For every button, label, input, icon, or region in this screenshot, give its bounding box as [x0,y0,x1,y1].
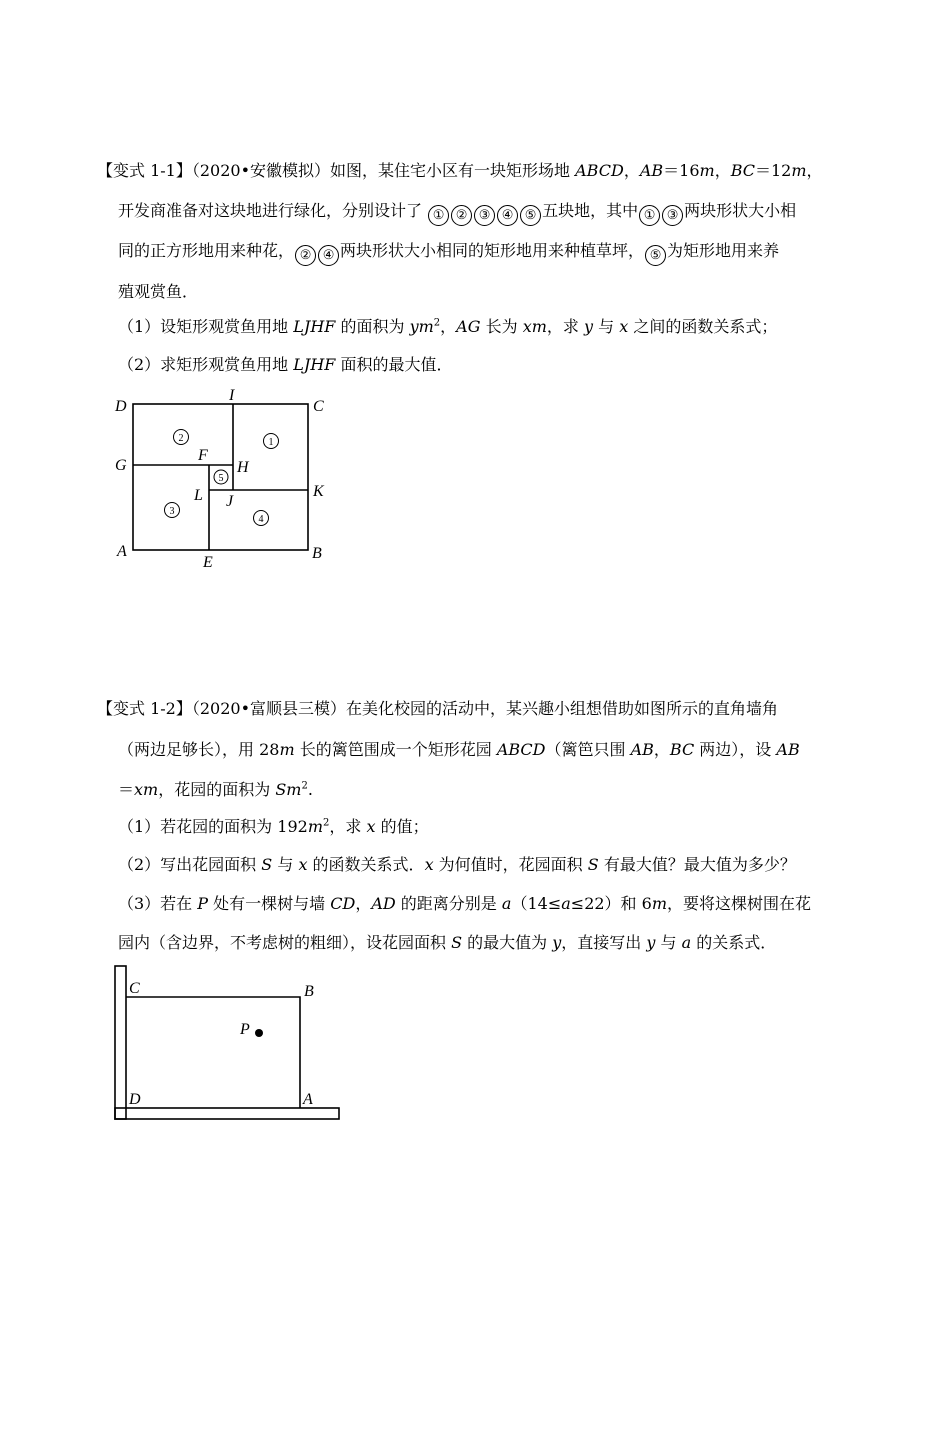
var-cd: CD [330,894,356,913]
p1-line-1 [97,160,823,182]
p2-text: 长的篱笆围成一个矩形花园 [294,740,497,759]
var-x: x [298,855,308,874]
circle-5: ⑤ [645,245,666,266]
var-a: a [681,933,692,952]
q-text: ， [440,317,457,336]
circle-2: ② [295,245,316,266]
q-text: 与 [655,933,682,952]
label-A: A [117,543,127,560]
sep: ， [806,161,823,180]
p2-question-1 [118,816,429,838]
p1-text: 两块形状大小相 [684,201,797,220]
var-a: a [561,894,571,913]
circle-1: ① [639,205,660,226]
p2-label: 【变式 1-2】 [97,699,192,718]
var-abcd: ABCD [496,740,546,759]
var-s: S [261,855,273,874]
q-text: （2）写出花园面积 [118,855,262,874]
sep: ， [653,740,670,759]
fence-abcd [126,997,300,1108]
unit-m: m [279,740,295,759]
q-text: 之间的函数关系式； [628,317,778,336]
exponent: 2 [322,817,330,829]
p1-text: 五块地，其中 [542,201,639,220]
label-L: L [194,487,203,504]
var-ljhf: LJHF [293,317,336,336]
p2-question-2 [118,854,796,876]
p2-text: 两边），设 [694,740,777,759]
q-text: 的面积为 [335,317,410,336]
q-text: 的最大值为 [462,933,553,952]
vertical-wall [115,966,126,1119]
p1-text: 两块形状大小相同的矩形地用来种植草坪， [340,241,645,260]
p2-question-3 [118,893,811,915]
unit-m: m [699,161,715,180]
p2-question-3-cont [118,932,776,954]
region-1-label: 1 [268,437,274,448]
p1-question-2 [118,354,452,376]
q-text: 有最大值？最大值为多少？ [598,855,796,874]
p2-source: （2020•富顺县三模） [191,699,347,718]
circle-1: ① [428,205,449,226]
q-text: 长为 [480,317,523,336]
var-x: x [366,817,376,836]
q-text: 的函数关系式． [307,855,425,874]
figure-1-rectangle-plot [108,384,338,574]
q-text: 的值； [375,817,429,836]
label-J: J [226,493,234,510]
p1-text: 同的正方形地用来种花， [118,241,295,260]
unit-m: m [307,817,323,836]
p2-text: （篱笆只围 [545,740,631,759]
label-F: F [198,447,208,464]
sep: ， [714,161,731,180]
p1-text: 开发商准备对这块地进行绿化，分别设计了 [118,201,428,220]
q-text: ，直接写出 [561,933,647,952]
circle-4: ④ [318,245,339,266]
q-text: （3）若在 [118,894,198,913]
var-bc: BC [730,161,755,180]
unit-m: m [791,161,807,180]
var-x: x [424,855,434,874]
q-text: ≤22）和 6 [570,894,652,913]
q-text: （14≤ [511,894,562,913]
var-bc: BC [669,740,695,759]
sep: ， [623,161,640,180]
horizontal-wall [115,1108,339,1119]
var-ab: AB [639,161,664,180]
label-D: D [115,398,127,415]
p2-text: （两边足够长），用 28 [118,740,280,759]
tree-point-p [255,1029,263,1037]
var-ym: ym [409,317,434,336]
q-text: （1）设矩形观赏鱼用地 [118,317,294,336]
var-ljhf: LJHF [293,355,336,374]
region-4-label: 4 [258,514,264,525]
p1-text: 如图，某住宅小区有一块矩形场地 [330,161,576,180]
label-I: I [229,387,235,404]
label-B: B [304,983,314,1000]
label-G: G [115,457,127,474]
var-xm: xm [522,317,547,336]
q-text: ，求 [546,317,584,336]
var-ad: AD [371,894,396,913]
region-3-label: 3 [169,506,175,517]
label-C: C [129,980,140,997]
p2-text: 在美化校园的活动中，某兴趣小组想借助如图所示的直角墙角 [346,699,779,718]
p1-line-4: 殖观赏鱼． [118,282,199,301]
p1-line-2 [118,200,796,226]
var-x: x [619,317,629,336]
p1-line-3 [118,240,779,266]
var-y: y [646,933,656,952]
label-P: P [240,1021,250,1038]
var-a: a [501,894,512,913]
q-text: 的关系式． [691,933,777,952]
exponent: 2 [301,780,308,792]
var-abcd: ABCD [575,161,624,180]
q-text: 与 [272,855,299,874]
q-text: ，要将这棵树围在花 [667,894,812,913]
var-ab: AB [776,740,800,759]
p2-text: ，花园的面积为 [158,780,276,799]
p2-line-2 [118,739,800,761]
label-E: E [203,554,213,571]
q-text: 园内（含边界，不考虑树的粗细），设花园面积 [118,933,452,952]
var-s: S [451,933,463,952]
figure-2-wall-corner [110,962,350,1127]
var-ab: AB [630,740,654,759]
q-text: 处有一棵树与墙 [208,894,331,913]
p1-question-1 [118,316,777,338]
circle-3: ③ [662,205,683,226]
q-text: 面积的最大值． [335,355,453,374]
var-ag: AG [456,317,481,336]
q-text: 的距离分别是 [395,894,502,913]
label-K: K [313,483,324,500]
p2-text: ＝ [118,780,135,799]
q-text: 与 [593,317,620,336]
value-ab: ＝16 [663,161,700,180]
exponent: 2 [433,317,441,329]
p1-text: 为矩形地用来养 [667,241,780,260]
circle-3: ③ [474,205,495,226]
p1-source: （2020•安徽模拟） [191,161,331,180]
circle-4: ④ [497,205,518,226]
q-text: （2）求矩形观赏鱼用地 [118,355,294,374]
sep: ， [355,894,372,913]
p2-text: . [307,780,313,799]
label-C: C [313,398,324,415]
circle-5: ⑤ [520,205,541,226]
var-y: y [584,317,594,336]
q-text: ，求 [329,817,367,836]
circle-2: ② [451,205,472,226]
region-5-label: 5 [218,473,224,484]
label-D: D [129,1091,141,1108]
unit-m: m [651,894,667,913]
label-A: A [303,1091,313,1108]
region-2-label: 2 [178,433,184,444]
var-sm: Sm [275,780,302,799]
var-p: P [197,894,209,913]
label-H: H [237,459,249,476]
var-y: y [552,933,562,952]
var-xm: xm [134,780,159,799]
q-text: 为何值时，花园面积 [433,855,588,874]
p2-line-3 [118,779,313,801]
label-B: B [312,545,322,562]
var-s: S [587,855,599,874]
q-text: （1）若花园的面积为 192 [118,817,308,836]
value-bc: ＝12 [755,161,792,180]
p1-label: 【变式 1-1】 [97,161,192,180]
p2-line-1 [97,698,778,720]
